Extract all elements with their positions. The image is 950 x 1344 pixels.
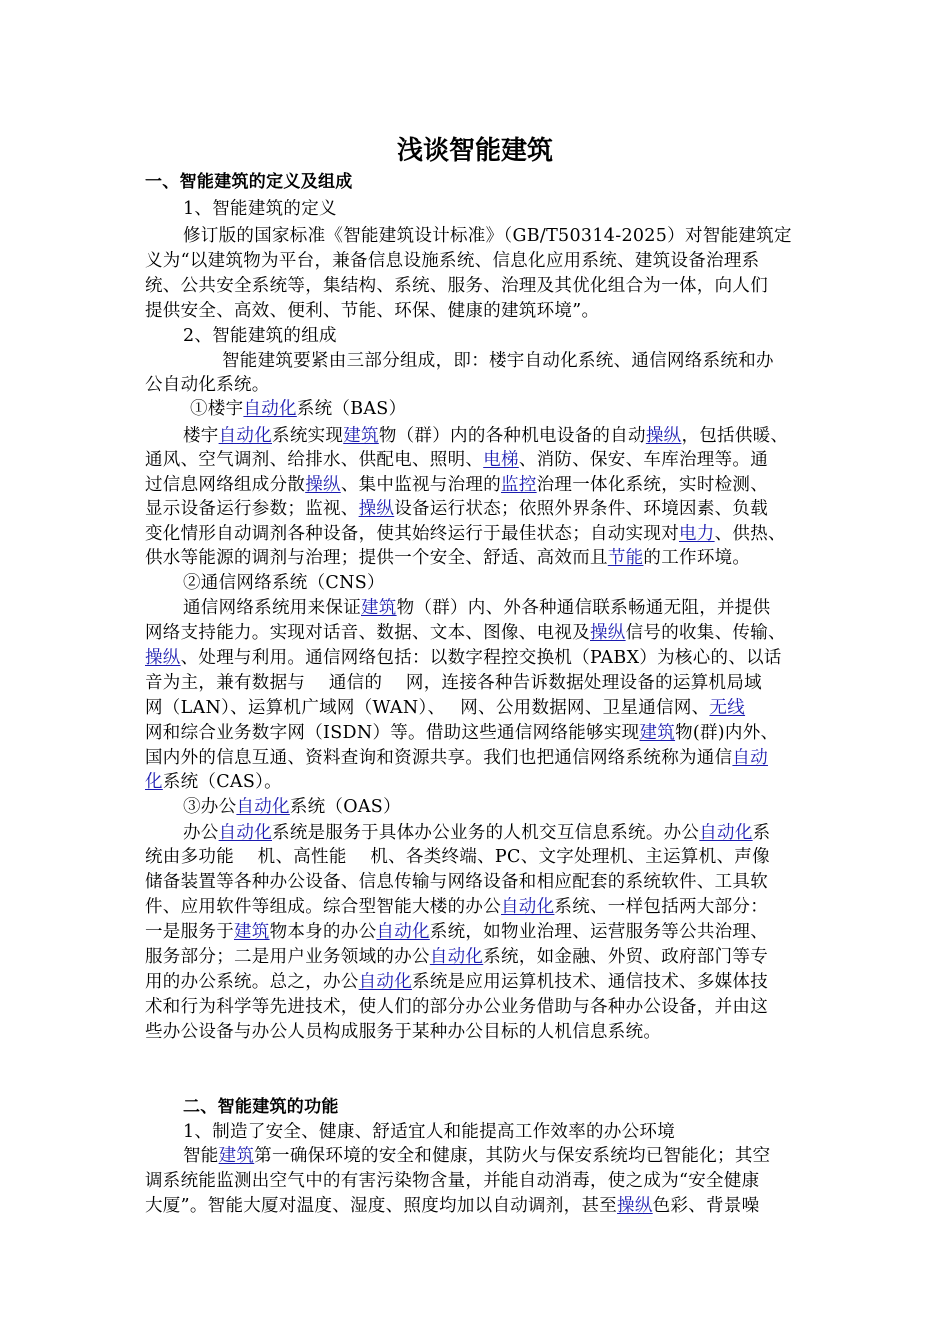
text-line (145, 970, 768, 995)
inline-link[interactable]: 自动化 (358, 972, 413, 992)
text-line (145, 945, 768, 970)
text-run: 、集中监视与治理的 (340, 475, 502, 495)
text-run: 大厦”。智能大厦对温度、湿度、照度均加以自动调剂，甚至 (145, 1196, 618, 1216)
text-run: 服务部分；二是用户业务领域的办公 (145, 947, 430, 967)
text-run: 统、公共安全系统等，集结构、系统、服务、治理及其优化组合为一体，向人们 (145, 276, 768, 296)
text-run: 楼宇 (183, 426, 219, 446)
text-run: ①楼宇 (190, 399, 244, 419)
text-run: 、消防、保安、车库治理等。通 (518, 450, 769, 470)
text-line (145, 1194, 759, 1219)
text-run: 过信息网络组成分散 (145, 475, 306, 495)
text-run: 调系统能监测出空气中的有害污染物含量，并能自动消毒，使之成为“安全健康 (145, 1171, 760, 1191)
text-line (145, 448, 768, 473)
text-run: 提供安全、高效、便利、节能、环保、健康的建筑环境”。 (145, 301, 600, 321)
text-run: 一、智能建筑的定义及组成 (145, 172, 353, 192)
text-run: 网（LAN）、运算机广域网（WAN）、 网、公用数据网、卫星通信网、 (145, 698, 710, 718)
text-line (190, 397, 406, 422)
inline-link[interactable]: 化 (145, 772, 163, 792)
text-line (145, 546, 750, 571)
inline-link[interactable]: 操纵 (617, 1196, 653, 1216)
text-run: 系统实现 (272, 426, 344, 446)
text-line (145, 746, 768, 771)
inline-link[interactable]: 建筑 (639, 723, 676, 743)
text-run: 系统（CAS）。 (162, 772, 282, 792)
inline-link[interactable]: 操纵 (305, 475, 341, 495)
inline-link[interactable]: 建筑 (234, 922, 270, 942)
text-line (145, 274, 768, 299)
text-run: 治理一体化系统，实时检测、 (536, 475, 769, 495)
text-run: 一是服务于 (145, 922, 234, 942)
inline-link[interactable]: 电力 (679, 524, 715, 544)
inline-link[interactable]: 操纵 (358, 499, 395, 519)
section-heading (183, 1095, 339, 1120)
inline-link[interactable]: 操纵 (590, 623, 626, 643)
text-run: 系统（OAS） (289, 797, 401, 817)
text-line (145, 373, 270, 398)
document-title: 浅谈智能建筑 (396, 136, 553, 166)
text-line (145, 473, 768, 498)
text-run: 通信网络系统用来保证 (183, 598, 361, 618)
text-run: 信号的收集、传输、 (625, 623, 786, 643)
text-line (183, 424, 788, 449)
text-run: 公自动化系统。 (145, 375, 270, 395)
text-run: 系统，如金融、外贸、政府部门等专 (483, 947, 769, 967)
text-run: 色彩、背景噪 (652, 1196, 760, 1216)
text-line (183, 821, 770, 846)
text-run: 网和综合业务数字网（ISDN）等。借助这些通信网络能够实现 (145, 723, 640, 743)
text-line (183, 795, 401, 820)
text-run: 系统、一样包括两大部分： (554, 897, 769, 917)
text-run: 的工作环境。 (643, 548, 751, 568)
text-run: 修订版的国家标准《智能建筑设计标准》（GB/T50314-2025）对智能建筑定 (183, 226, 792, 246)
text-run: 术和行为科学等先进技术，使人们的部分办公业务借助与各种办公设备，并由这 (145, 997, 768, 1017)
text-run: 音为主，兼有数据与 通信的 网，连接各种告诉数据处理设备的运算机局域 (145, 673, 762, 693)
text-run: 系 (752, 823, 771, 843)
text-run: ②通信网络系统（CNS） (183, 573, 385, 593)
text-run: 智能建筑要紧由三部分组成，即：楼宇自动化系统、通信网络系统和办 (222, 351, 774, 371)
text-run: 变化情形自动调剂各种设备，使其始终运行于最佳状态；自动实现对 (145, 524, 679, 544)
text-run: 储备装置等各种办公设备、信息传输与网络设备和相应配套的系统软件、工具软 (145, 872, 768, 892)
text-run: 系统是应用运算机技术、通信技术、多媒体技 (412, 972, 769, 992)
text-run: 1、智能建筑的定义 (183, 199, 337, 219)
inline-link[interactable]: 自动化 (501, 897, 555, 917)
section-heading (145, 170, 353, 195)
text-run: 、处理与利用。通信网络包括：以数字程控交换机（PABX）为核心的、以话 (180, 648, 782, 668)
text-run: 、供热、 (714, 524, 786, 544)
inline-link[interactable]: 节能 (607, 548, 644, 568)
inline-link[interactable]: 监控 (501, 475, 537, 495)
text-run: 物本身的办公 (269, 922, 377, 942)
text-line (145, 1020, 661, 1045)
text-run: 显示设备运行参数；监视、 (145, 499, 359, 519)
text-line (183, 571, 385, 596)
text-line (222, 349, 774, 374)
text-run: 物（群）内的各种机电设备的自动 (378, 426, 646, 446)
text-run: 2、智能建筑的组成 (183, 326, 337, 346)
text-line (145, 249, 759, 274)
inline-link[interactable]: 自动化 (376, 922, 430, 942)
text-run: 通风、空气调剂、给排水、供配电、照明、 (145, 450, 484, 470)
inline-link[interactable]: 无线 (709, 698, 746, 718)
text-run: 办公 (183, 823, 219, 843)
text-run: 网络支持能力。实现对话音、数据、文本、图像、电视及 (145, 623, 590, 643)
text-line (145, 497, 768, 522)
inline-link[interactable]: 自动化 (236, 797, 290, 817)
inline-link[interactable]: 建筑 (361, 598, 397, 618)
inline-link[interactable]: 自动化 (243, 399, 297, 419)
text-line (145, 621, 786, 646)
inline-link[interactable]: 自动化 (699, 823, 753, 843)
text-run: 系统（BAS） (296, 399, 407, 419)
inline-link[interactable]: 自动化 (218, 426, 273, 446)
inline-link[interactable]: 自动化 (429, 947, 484, 967)
text-line (145, 646, 782, 671)
text-run: 义为“以建筑物为平台，兼备信息设施系统、信息化应用系统、建筑设备治理系 (145, 251, 760, 271)
inline-link[interactable]: 建筑 (218, 1146, 255, 1166)
inline-link[interactable]: 建筑 (343, 426, 379, 446)
text-line (145, 770, 282, 795)
text-run: 物(群)内外、 (675, 723, 779, 743)
inline-link[interactable]: 操纵 (145, 648, 181, 668)
text-line (145, 696, 745, 721)
inline-link[interactable]: 电梯 (483, 450, 519, 470)
text-line (145, 870, 768, 895)
text-line (145, 1169, 759, 1194)
inline-link[interactable]: 自动化 (218, 823, 273, 843)
text-run: 国内外的信息互通、资料查询和资源共享。我们也把通信网络系统称为通信 (145, 748, 733, 768)
text-line (183, 324, 337, 349)
text-run: 用的办公系统。总之，办公 (145, 972, 359, 992)
text-line (145, 522, 786, 547)
text-run: 统由多功能 机、高性能 机、各类终端、PC、文字处理机、主运算机、声像 (145, 847, 770, 867)
text-run: 供水等能源的调剂与治理；提供一个安全、舒适、高效而且 (145, 548, 608, 568)
text-run: 件、应用软件等组成。综合型智能大楼的办公 (145, 897, 501, 917)
text-run: 二、智能建筑的功能 (183, 1097, 339, 1117)
text-line (145, 995, 768, 1020)
text-line (183, 1144, 770, 1169)
text-line (145, 845, 770, 870)
text-line (145, 299, 599, 324)
inline-link[interactable]: 自动 (732, 748, 769, 768)
text-run: 系统是服务于具体办公业务的人机交互信息系统。办公 (272, 823, 700, 843)
text-line (183, 197, 337, 222)
text-run: 智能 (183, 1146, 219, 1166)
text-run: 1、制造了安全、健康、舒适宜人和能提高工作效率的办公环境 (183, 1122, 676, 1142)
text-line (183, 224, 792, 249)
text-line (183, 596, 770, 621)
inline-link[interactable]: 操纵 (645, 426, 682, 446)
text-run: 些办公设备与办公人员构成服务于某种办公目标的人机信息系统。 (145, 1022, 662, 1042)
text-run: 系统，如物业治理、运营服务等公共治理、 (429, 922, 769, 942)
text-run: 第一确保环境的安全和健康，其防火与保安系统均已智能化；其空 (254, 1146, 771, 1166)
text-run: ，包括供暖、 (681, 426, 789, 446)
text-run: 物（群）内、外各种通信联系畅通无阻，并提供 (396, 598, 771, 618)
text-run: ③办公 (183, 797, 237, 817)
text-line (145, 671, 762, 696)
text-line (145, 920, 768, 945)
text-run: 设备运行状态；依照外界条件、环境因素、负载 (394, 499, 769, 519)
text-line (145, 721, 778, 746)
text-line (183, 1120, 675, 1145)
text-line (145, 895, 768, 920)
